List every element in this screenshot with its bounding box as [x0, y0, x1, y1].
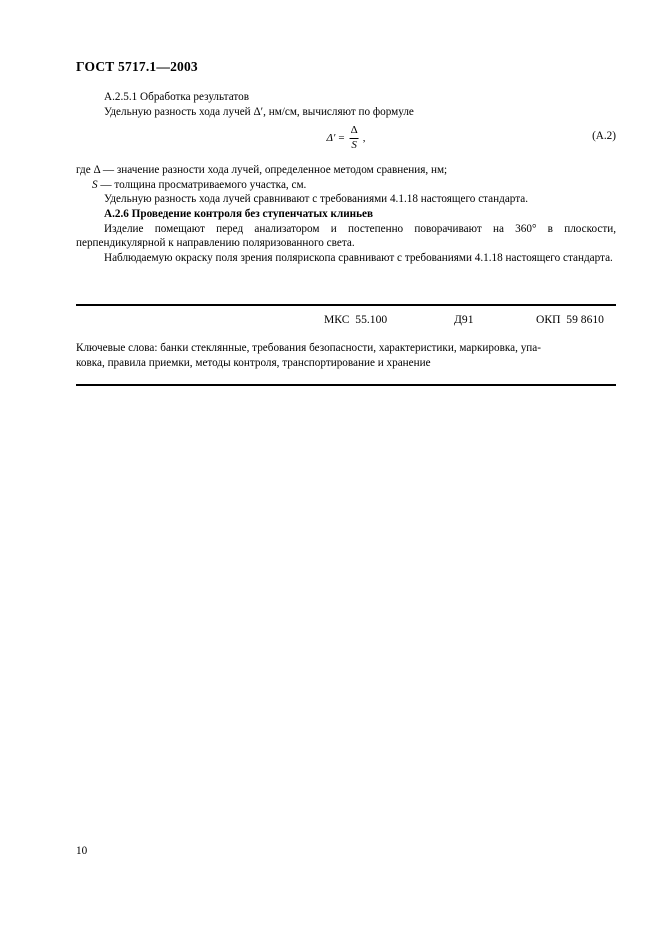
formula-numerator: Δ — [350, 124, 358, 137]
classification-codes-row — [76, 313, 616, 331]
keywords-block — [76, 341, 616, 371]
keywords-line-2: ковка, правила приемки, методы контроля, транспортирование и хранение — [76, 357, 431, 369]
formula-equals: = — [338, 131, 345, 144]
formula-trailing-comma: , — [362, 131, 366, 144]
symbol-s: S — [92, 178, 98, 191]
code-okstu: Д91 — [454, 313, 474, 326]
page-number: 10 — [76, 845, 88, 857]
compare-requirements-line: Удельную разность хода лучей сравнивают с требованиями 4.1.18 настоящего стандарта. — [104, 193, 529, 206]
main-text-block — [76, 90, 616, 265]
keywords-line-1: Ключевые слова: банки стеклянные, требования безопасности, характеристики, маркировка, упа- — [76, 342, 541, 354]
formula-a2 — [327, 125, 366, 151]
formula-number: (А.2) — [592, 130, 616, 143]
clause-a26-title: A.2.6 Проведение контроля без ступенчатых клиньев — [104, 207, 374, 220]
where-definition-s — [76, 178, 616, 193]
code-mks: МКС 55.100 — [324, 313, 388, 326]
symbol-s-description: — толщина просматриваемого участка, см. — [97, 178, 307, 191]
clause-a26-paragraph-1: Изделие помещают перед анализатором и постепенно поворачивают на 360° в плоскости, перпендикулярной к направлению поляризованного света. — [76, 222, 616, 250]
code-okp: ОКП 59 8610 — [536, 313, 604, 326]
formula-denominator: S — [351, 138, 357, 151]
formula-a2-row — [76, 125, 616, 159]
clause-a26-paragraph-2: Наблюдаемую окраску поля зрения полярископа сравнивают с требованиями 4.1.18 настоящего стандарта. — [104, 251, 613, 264]
divider-below-keywords — [76, 384, 616, 386]
formula-lhs: Δ′ — [326, 131, 336, 144]
running-header-standard-id: ГОСТ 5717.1—2003 — [76, 59, 198, 74]
clause-a251-intro-line: Удельную разность хода лучей Δ′, нм/см, вычисляют по формуле — [104, 105, 414, 118]
formula-fraction — [349, 125, 360, 151]
divider-above-codes — [76, 304, 616, 306]
where-definition-delta: где Δ — значение разности хода лучей, определенное методом сравнения, нм; — [76, 164, 448, 177]
clause-a251-title: A.2.5.1 Обработка результатов — [104, 91, 249, 103]
